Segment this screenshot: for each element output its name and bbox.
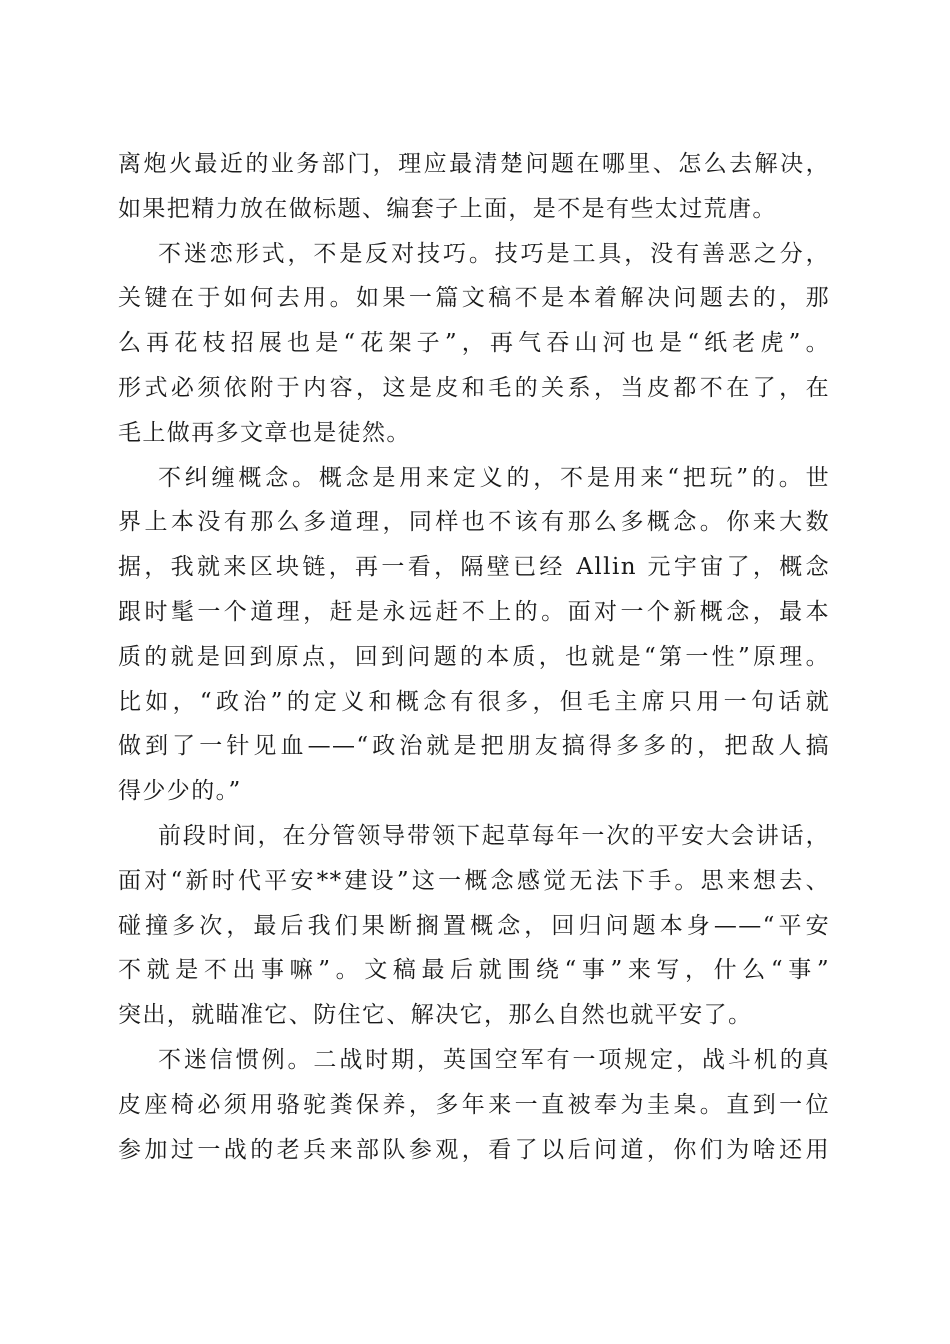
document-page [118,142,830,1172]
text-line: 突出，就瞄准它、防住它、解决它，那么自然也就平安了。 [118,1002,753,1029]
paragraph-3 [118,456,830,814]
text-line: 跟时髦一个道理，赶是永远赶不上的。面对一个新概念，最本 [118,598,830,625]
text-line: 如果把精力放在做标题、编套子上面，是不是有些太过荒唐。 [118,195,777,222]
paragraph-4 [118,814,830,1038]
text-line: 关键在于如何去用。如果一篇文稿不是本着解决问题去的，那 [118,285,830,312]
text-line: 参加过一战的老兵来部队参观，看了以后问道，你们为啥还用 [118,1136,830,1163]
paragraph-2 [118,232,830,456]
text-line: 做到了一针见血——“政治就是把朋友搞得多多的，把敌人搞 [118,733,830,760]
text-line: 形式必须依附于内容，这是皮和毛的关系，当皮都不在了，在 [118,374,830,401]
text-line: 不纠缠概念。概念是用来定义的，不是用来“把玩”的。世 [158,464,830,491]
text-line: 质的就是回到原点，回到问题的本质，也就是“第一性”原理。 [118,643,830,670]
text-line: 得少少的。” [118,778,242,805]
text-line: 离炮火最近的业务部门，理应最清楚问题在哪里、怎么去解决， [118,151,830,177]
paragraph-5 [118,1038,830,1172]
text-line: 不迷信惯例。二战时期，英国空军有一项规定，战斗机的真 [158,1046,830,1073]
text-line: 不迷恋形式，不是反对技巧。技巧是工具，没有善恶之分， [158,240,830,267]
text-line: 比如，“政治”的定义和概念有很多，但毛主席只用一句话就 [118,688,830,715]
text-line: 不就是不出事嘛”。文稿最后就围绕“事”来写，什么“事” [118,957,830,984]
text-line: 界上本没有那么多道理，同样也不该有那么多概念。你来大数 [118,509,830,536]
paragraph-1 [118,142,830,232]
text-line: 面对“新时代平安**建设”这一概念感觉无法下手。思来想去、 [118,867,830,894]
text-line: 皮座椅必须用骆驼粪保养，多年来一直被奉为圭臬。直到一位 [118,1091,830,1118]
text-line: 前段时间，在分管领导带领下起草每年一次的平安大会讲话， [158,822,830,849]
text-line: 据，我就来区块链，再一看，隔壁已经 Allin 元宇宙了，概念 [118,554,830,581]
text-line: 么再花枝招展也是“花架子”，再气吞山河也是“纸老虎”。 [118,330,830,357]
text-line: 毛上做再多文章也是徒然。 [118,419,411,446]
text-line: 碰撞多次，最后我们果断搁置概念，回归问题本身——“平安 [118,912,830,939]
